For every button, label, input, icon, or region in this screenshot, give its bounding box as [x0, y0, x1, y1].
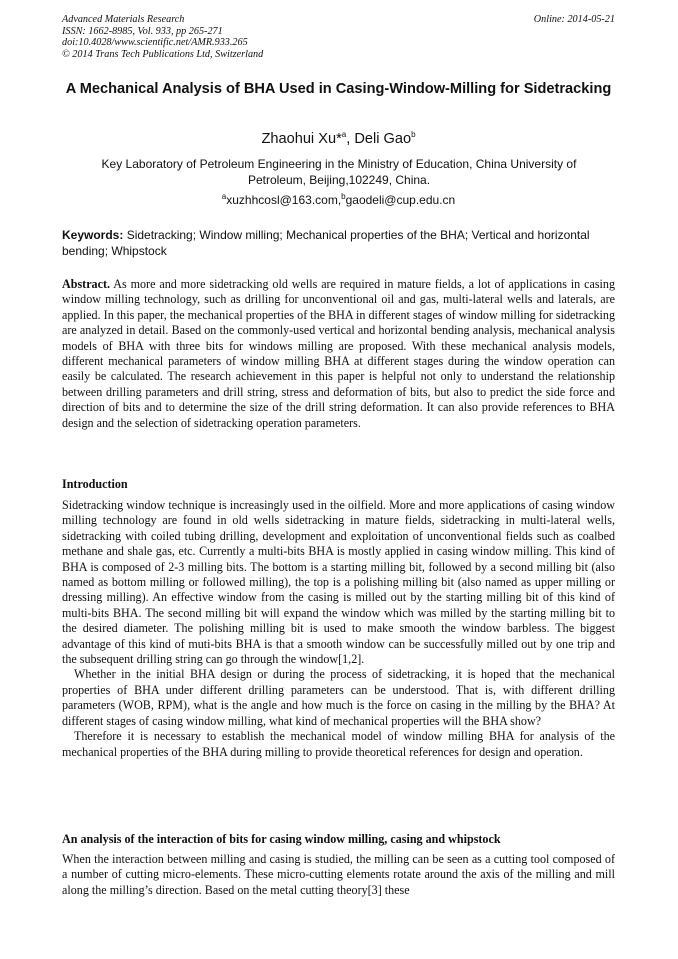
journal-name: Advanced Materials Research — [62, 14, 185, 25]
paper-title: A Mechanical Analysis of BHA Used in Casing-Window-Milling for Sidetracking — [65, 81, 612, 97]
author-2-mark: b — [411, 130, 416, 140]
abstract-text: As more and more sidetracking old wells are required in mature fields, a lot of applications in casing window milling technology, such as drilling for unconventional oil and gas, multi-lateral wells and laterals, are applied. In this paper, the mechanical properties of the BHA in different stages of window milling for sidetracking are analyzed in detail. Based on the commonly-used vertical and horizontal bending analysis, mechanical analysis models of BHA with three bits for windows milling are proposed. With these mechanical analysis models, different mechanical parameters of window milling BHA at different stages during the window operation can easily be calculated. The research achievement in this paper is helpful not only to understand the relationship between drilling parameters and drill string, stress and deformation of bits, but also to predict the side force and direction of bits and to determine the size of the drill string deformation. It can also provide references to BHA design and the selection of sidetracking operation parameters. — [62, 277, 615, 430]
analysis-heading: An analysis of the interaction of bits for casing window milling, casing and whipstock — [62, 832, 501, 846]
intro-paragraph-3: Therefore it is necessary to establish the mechanical model of window milling BHA for analysis of the mechanical properties of the BHA during milling to provide theoretical references for design and operation. — [62, 729, 615, 759]
email-a-mark: a — [221, 192, 227, 201]
author-line — [62, 130, 615, 148]
analysis-body — [62, 852, 615, 898]
online-date: Online: 2014-05-21 — [533, 14, 615, 25]
running-header — [62, 14, 615, 60]
abstract-label: Abstract. — [62, 277, 111, 291]
keywords-label: Keywords: — [62, 228, 124, 242]
keywords-block — [62, 228, 615, 259]
author-2: Deli Gao — [354, 131, 412, 147]
introduction-heading: Introduction — [62, 477, 128, 491]
introduction-body — [62, 498, 615, 760]
keywords-text: Sidetracking; Window milling; Mechanical properties of the BHA; Vertical and horizontal bending; Whipstock — [62, 228, 590, 258]
email-b: gaodeli@cup.edu.cn — [345, 193, 456, 207]
email-b-mark: b — [341, 192, 346, 201]
author-separator: , — [346, 131, 355, 147]
email-a: xuzhhcosl@163.com, — [226, 193, 342, 207]
copyright-line: © 2014 Trans Tech Publications Ltd, Switzerland — [62, 48, 264, 60]
issn-line: ISSN: 1662-8985, Vol. 933, pp 265-271 — [62, 25, 223, 37]
doi-line: doi:10.4028/www.scientific.net/AMR.933.265 — [62, 37, 248, 49]
abstract-block — [62, 277, 615, 431]
intro-paragraph-1: Sidetracking window technique is increasingly used in the oilfield. More and more applications of casing window milling technology are found in old wells sidetracking in mature fields, sidetracking in multi-lateral wells, sidetracking with coiled tubing drilling, development and exploitation of unconventional fields such as coalbed methane and shale gas, etc. Currently a multi-bits BHA is mostly applied in casing window milling. This kind of BHA is composed of 2-3 milling bits. The bottom is a starting milling bit, followed by a second milling bit (also named as bottom milling or followed milling), the top is a polishing milling bit (also named as upper milling or dressing milling). An effective window from the casing is milled out by the starting milling bit of this kind of multi-bits BHA. The second milling bit will expand the window which was milled by the starting milling bit to the desired diameter. The polishing milling bit is used to make smooth the window barbless. The biggest advantage of this kind of muti-bits BHA is that a smooth window can be successfully milled out by one trip and the subsequent drilling string can go through the window[1,2]. — [62, 498, 615, 667]
author-1: Zhaohui Xu* — [261, 131, 342, 147]
intro-paragraph-2: Whether in the initial BHA design or during the process of sidetracking, it is hoped that the mechanical properties of BHA under different drilling parameters can be understood. That is, with different drilling parameters (WOB, RPM), what is the angle and how much is the force on casing in the milling by the BHA? At different stages of casing window milling, what kind of mechanical properties will the BHA show? — [62, 667, 615, 728]
email-line — [62, 192, 615, 208]
author-1-mark: a — [341, 130, 347, 140]
affiliation: Key Laboratory of Petroleum Engineering in the Ministry of Education, China University of Petroleum, Beijing,102249, China. — [101, 157, 577, 187]
analysis-paragraph: When the interaction between milling and casing is studied, the milling can be seen as a cutting tool composed of a number of cutting micro-elements. These micro-cutting elements rotate around the axis of the milling and mill along the milling’s direction. Based on the metal cutting theory[3] these — [62, 852, 615, 897]
